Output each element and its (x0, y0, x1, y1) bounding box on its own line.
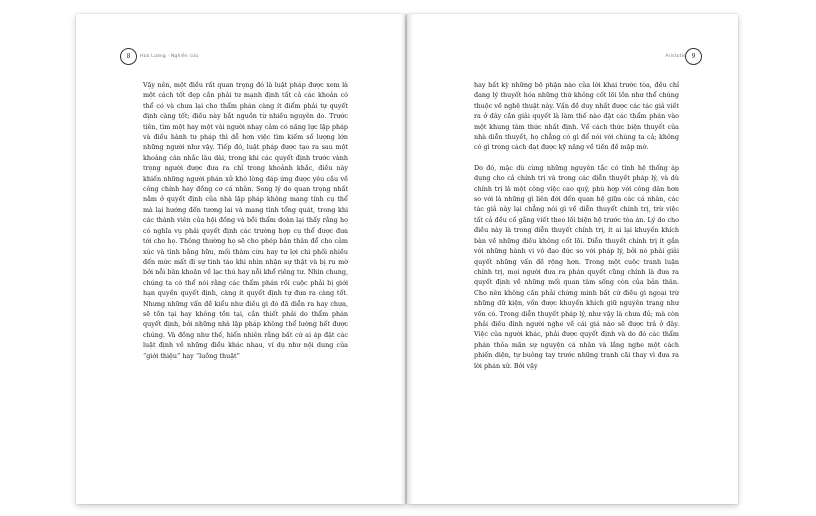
book-spread (76, 14, 738, 504)
page-number-right: 9 (685, 48, 702, 65)
right-page (407, 14, 738, 504)
left-page (76, 14, 405, 504)
paragraph: Do đó, mặc dù cùng những nguyên tắc có tính hệ thống áp dụng cho cả chính trị và trong các diễn thuyết pháp lý, và dù chính trị là một công việc cao quý, phù hợp với công dân hơn so với là những gì liên đới đến quan hệ giữa các cá nhân, các tác giả này lại chẳng nói gì về diễn thuyết chính trị, trừ việc tất cả đều cố gắng viết theo lối biện hộ trước tòa án. Lý do cho điều này là trong diễn thuyết chính trị, ít ai lại khuyến khích bàn về những điều không cốt lõi. Diễn thuyết chính trị ít gắn với những hành vi vô đạo đức so với pháp lý, bởi nó phải giải quyết những vấn đề rộng hơn. Trong một cuộc tranh luận chính trị, mọi người đưa ra phán quyết cũng chính là đưa ra quyết định về những mối quan tâm sống còn của bản thân. Cho nên không cần phải chứng minh bất cứ điều gì ngoại trừ những dữ kiện, vốn được khuyến khích giữ nguyên trạng như vốn có. Trong diễn thuyết pháp lý, như vậy là chưa đủ; mà còn phải điều đình người nghe về cái giá nào sẽ được trả ở đây. Việc của người khác, phải được quyết định và do đó các thẩm phán thỏa mãn sự nguyện cá nhân và lắng nghe một cách phiến diện, tự buông tay trước những tranh cãi thay vì đưa ra lời phán xử. Bởi vậy (474, 163, 679, 370)
body-text-left (143, 80, 348, 361)
paragraph: hay bất kỳ những bộ phận nào của lời khai trước tòa, đều chỉ đang lý thuyết hóa những thứ không cốt lõi lồn như thể chúng thuộc về nghệ thuật này. Vấn đề duy nhất được các tác giả viết ra ở đây cần giải quyết là làm thế nào đặt các thẩm phán vào một khung tâm thức nhất định. Về cách thức biện thuyết của nhà diễn thuyết, họ chẳng có gì để nói với chúng ta cả; không có gì trong cách đạt được kỹ năng về tiền đề mập mờ. (474, 81, 679, 152)
running-header-left: Hoà Lương · Nghiên cứu (140, 54, 199, 59)
body-text-right (474, 80, 679, 371)
running-header-right: Aristotle (665, 54, 686, 59)
page-number-left: 8 (120, 48, 137, 65)
paragraph: Vậy nên, một điều rất quan trọng đó là luật pháp được xem là một cách tốt đẹp cần phải tư mạnh định tất cả các khoản có thể có và chưa lại cho thẩm phán càng ít điểm phải tự quyết định càng tốt; điều này bắt nguồn từ nhiều nguyên do. Trước tiên, tìm một hay một vài người nhạy cảm có năng lực lập pháp và điều hành tư pháp thì dễ hơn việc tìm kiếm số lượng lớn những người như vậy. Tiếp đó, luật pháp được tạo ra sau một khoảng cân nhắc lâu dài, trong khi các quyết định trước vành trọng người được đưa ra chỉ trong khoảnh khắc, điều này khiến những người phán xử khó lòng đáp ứng được yêu cầu về công chính hay đồng cơ cá nhân. Song lý do quan trọng nhất nằm ở quyết định của nhà lập pháp không mang tính cụ thể mà lại hướng đến tương lai và mang tính tổng quát, trong khi các thành viên của hội đồng và bồi thẩm đoàn lại thấy rằng họ có nghĩa vụ phải quyết định các trường hợp cụ thể được đưa tới cho họ. Thông thường họ sẽ cho phép bản thân để cho cảm xúc và tình bằng hữu, mối thâm cừu hay tư lợi chi phối nhiều đến mức mất đi sự tinh táo khi nhìn nhận sự thật và bị ru mờ bởi nỗi băn khoăn về lạc thú hay nỗi khổ riêng tư. Nhìn chung, chúng ta có thể nói rằng các thẩm phán rồi cuộc phải bị giới hạn quyền quyết định, càng ít quyết định tự đưa ra càng tốt. Nhưng những vấn đề kiểu như điều gì đó đã diễn ra hay chưa, sẽ tồn tại hay không tồn tại, cần thiết phải do thẩm phán quyết định, bởi những nhà lập pháp không thể lường hết được chúng. Và đồng như thế, hiển nhiên rằng bất cứ ai áp đặt các luật định về những điều khác nhau, ví dụ như nội dung của “giới thiệu” hay “luồng thuật” (143, 81, 348, 360)
